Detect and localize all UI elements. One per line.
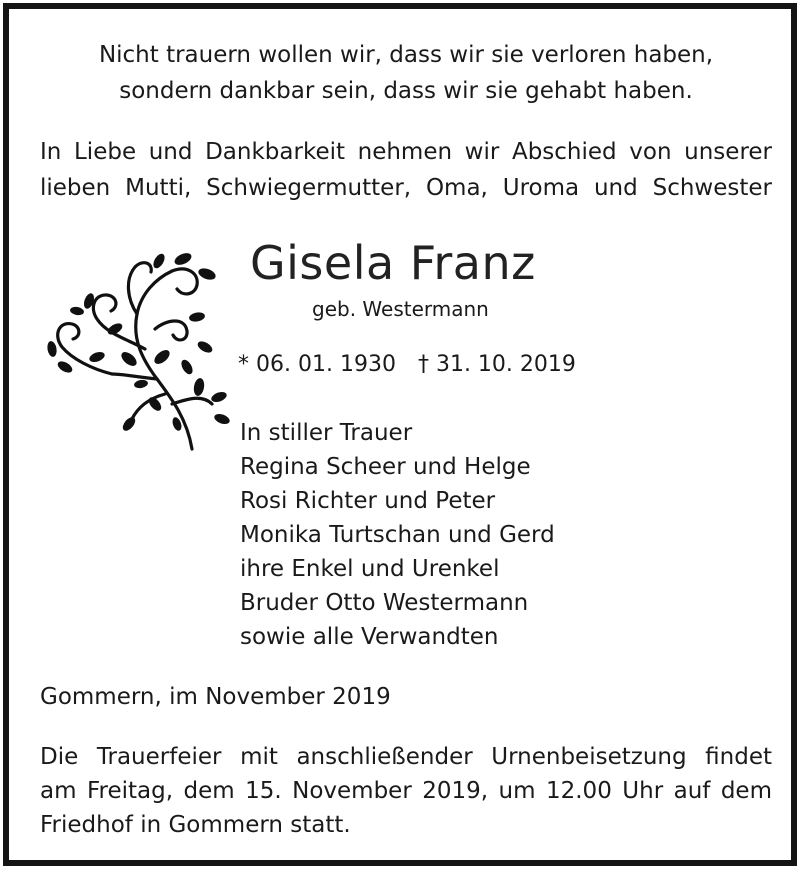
mourner-line: Rosi Richter und Peter <box>240 488 496 514</box>
ceremony-notice <box>40 740 772 842</box>
motto-line-2: sondern dankbar sein, dass wir sie gehabt haben. <box>119 78 693 104</box>
mourner-line: Regina Scheer und Helge <box>240 454 531 480</box>
ceremony-line-1: Die Trauerfeier mit anschließender Urnenbeisetzung findet <box>40 744 772 770</box>
motto-quote <box>9 37 800 109</box>
intro-line-1: In Liebe und Dankbarkeit nehmen wir Abschied von unserer <box>40 139 772 165</box>
floral-vine-icon <box>37 239 237 454</box>
mourner-line: Bruder Otto Westermann <box>240 590 529 616</box>
intro-line-2: lieben Mutti, Schwiegermutter, Oma, Uroma und Schwester <box>40 175 772 201</box>
mourner-line: sowie alle Verwandten <box>240 624 499 650</box>
mourner-line: Monika Turtschan und Gerd <box>240 522 555 548</box>
ceremony-line-2: am Freitag, dem 15. November 2019, um 12.00 Uhr auf dem <box>40 778 772 804</box>
mourner-line: ihre Enkel und Urenkel <box>240 556 500 582</box>
birth-date: * 06. 01. 1930 <box>238 352 396 377</box>
ceremony-line-3: Friedhof in Gommern statt. <box>40 812 351 838</box>
birth-name: geb. Westermann <box>312 297 489 321</box>
life-dates <box>238 350 576 380</box>
mourners-list <box>240 416 555 654</box>
death-date: † 31. 10. 2019 <box>417 352 576 377</box>
place-and-date: Gommern, im November 2019 <box>40 684 391 710</box>
mourner-line: In stiller Trauer <box>240 420 413 446</box>
motto-line-1: Nicht trauern wollen wir, dass wir sie verloren haben, <box>98 42 714 68</box>
intro-text <box>40 134 772 206</box>
obituary-frame <box>3 3 797 866</box>
deceased-name: Gisela Franz <box>250 236 536 290</box>
